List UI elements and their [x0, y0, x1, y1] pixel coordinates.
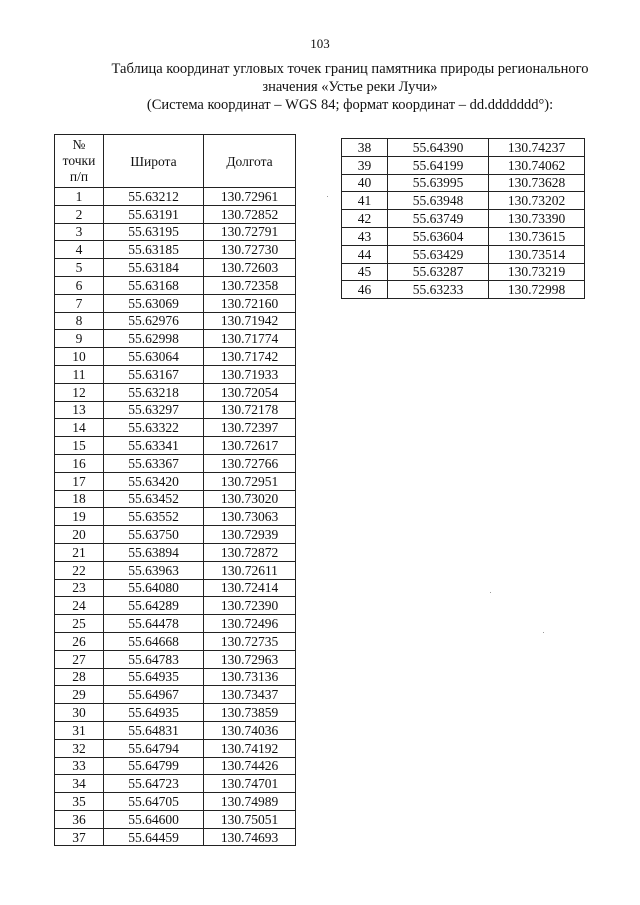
table-row	[55, 526, 296, 544]
longitude-cell: 130.72178	[204, 401, 296, 419]
longitude-cell: 130.72963	[204, 650, 296, 668]
table-row	[55, 330, 296, 348]
longitude-cell: 130.71742	[204, 348, 296, 366]
point-number-cell: 4	[55, 241, 104, 259]
table-row	[55, 828, 296, 846]
point-number-cell: 41	[342, 192, 388, 210]
table-row	[55, 490, 296, 508]
table-row	[55, 437, 296, 455]
table-row	[55, 561, 296, 579]
longitude-cell: 130.72852	[204, 205, 296, 223]
latitude-cell: 55.63750	[104, 526, 204, 544]
latitude-cell: 55.63297	[104, 401, 204, 419]
table-row	[342, 245, 585, 263]
latitude-cell: 55.63995	[388, 174, 489, 192]
table-row	[342, 281, 585, 299]
coordinates-table-left	[54, 134, 296, 846]
table-row	[55, 686, 296, 704]
longitude-cell: 130.72414	[204, 579, 296, 597]
point-number-cell: 23	[55, 579, 104, 597]
point-number-cell: 3	[55, 223, 104, 241]
header-longitude: Долгота	[204, 135, 296, 188]
latitude-cell: 55.64705	[104, 793, 204, 811]
longitude-cell: 130.72358	[204, 276, 296, 294]
point-number-cell: 5	[55, 259, 104, 277]
latitude-cell: 55.64723	[104, 775, 204, 793]
latitude-cell: 55.63218	[104, 383, 204, 401]
table-row	[55, 241, 296, 259]
scan-speck	[490, 592, 491, 593]
longitude-cell: 130.72735	[204, 632, 296, 650]
point-number-cell: 20	[55, 526, 104, 544]
table-row	[55, 365, 296, 383]
table-row	[55, 739, 296, 757]
table-row	[342, 263, 585, 281]
latitude-cell: 55.63322	[104, 419, 204, 437]
longitude-cell: 130.72496	[204, 615, 296, 633]
longitude-cell: 130.73615	[489, 227, 585, 245]
table-row	[342, 227, 585, 245]
table-body-right	[342, 139, 585, 299]
title-line-3: (Система координат – WGS 84; формат координат – dd.ddddddd°):	[146, 97, 554, 113]
point-number-cell: 18	[55, 490, 104, 508]
point-number-cell: 45	[342, 263, 388, 281]
point-number-cell: 38	[342, 139, 388, 157]
table-row	[55, 793, 296, 811]
point-number-cell: 32	[55, 739, 104, 757]
table-row	[55, 188, 296, 206]
latitude-cell: 55.63191	[104, 205, 204, 223]
latitude-cell: 55.62998	[104, 330, 204, 348]
point-number-cell: 43	[342, 227, 388, 245]
header-point-number	[55, 135, 104, 188]
table-row	[342, 192, 585, 210]
table-row	[55, 597, 296, 615]
table-body-left	[55, 188, 296, 846]
point-number-cell: 29	[55, 686, 104, 704]
longitude-cell: 130.72872	[204, 543, 296, 561]
point-number-cell: 36	[55, 810, 104, 828]
table-row	[55, 775, 296, 793]
point-number-cell: 35	[55, 793, 104, 811]
longitude-cell: 130.71933	[204, 365, 296, 383]
table-row	[55, 472, 296, 490]
point-number-cell: 19	[55, 508, 104, 526]
table-row	[55, 401, 296, 419]
point-number-cell: 39	[342, 156, 388, 174]
latitude-cell: 55.64390	[388, 139, 489, 157]
latitude-cell: 55.63420	[104, 472, 204, 490]
latitude-cell: 55.64783	[104, 650, 204, 668]
point-number-cell: 17	[55, 472, 104, 490]
longitude-cell: 130.74192	[204, 739, 296, 757]
latitude-cell: 55.63168	[104, 276, 204, 294]
longitude-cell: 130.73390	[489, 210, 585, 228]
longitude-cell: 130.73437	[204, 686, 296, 704]
table-row	[342, 156, 585, 174]
table-row	[55, 810, 296, 828]
latitude-cell: 55.62976	[104, 312, 204, 330]
point-number-cell: 11	[55, 365, 104, 383]
longitude-cell: 130.71942	[204, 312, 296, 330]
point-number-cell: 12	[55, 383, 104, 401]
longitude-cell: 130.74062	[489, 156, 585, 174]
latitude-cell: 55.63185	[104, 241, 204, 259]
longitude-cell: 130.75051	[204, 810, 296, 828]
table-row	[55, 383, 296, 401]
latitude-cell: 55.64459	[104, 828, 204, 846]
table-row	[55, 419, 296, 437]
latitude-cell: 55.63749	[388, 210, 489, 228]
latitude-cell: 55.63452	[104, 490, 204, 508]
longitude-cell: 130.72160	[204, 294, 296, 312]
latitude-cell: 55.63233	[388, 281, 489, 299]
point-number-cell: 6	[55, 276, 104, 294]
table-row	[55, 205, 296, 223]
longitude-cell: 130.74237	[489, 139, 585, 157]
table-header-row	[55, 135, 296, 188]
longitude-cell: 130.72617	[204, 437, 296, 455]
point-number-cell: 30	[55, 704, 104, 722]
table-row	[55, 615, 296, 633]
scan-speck	[327, 196, 328, 197]
table-row	[55, 721, 296, 739]
point-number-cell: 7	[55, 294, 104, 312]
table-row	[55, 543, 296, 561]
table-row	[55, 757, 296, 775]
page-number: 103	[310, 36, 330, 51]
point-number-cell: 31	[55, 721, 104, 739]
latitude-cell: 55.63367	[104, 454, 204, 472]
header-num-symbol: №	[72, 137, 86, 152]
latitude-cell: 55.64935	[104, 668, 204, 686]
table-row	[55, 259, 296, 277]
longitude-cell: 130.72054	[204, 383, 296, 401]
latitude-cell: 55.64935	[104, 704, 204, 722]
longitude-cell: 130.74036	[204, 721, 296, 739]
latitude-cell: 55.63195	[104, 223, 204, 241]
point-number-cell: 26	[55, 632, 104, 650]
point-number-cell: 13	[55, 401, 104, 419]
latitude-cell: 55.63894	[104, 543, 204, 561]
latitude-cell: 55.63069	[104, 294, 204, 312]
longitude-cell: 130.73628	[489, 174, 585, 192]
table-row	[55, 294, 296, 312]
longitude-cell: 130.73514	[489, 245, 585, 263]
latitude-cell: 55.63167	[104, 365, 204, 383]
table-row	[55, 276, 296, 294]
point-number-cell: 42	[342, 210, 388, 228]
table-row	[55, 508, 296, 526]
point-number-cell: 16	[55, 454, 104, 472]
latitude-cell: 55.63287	[388, 263, 489, 281]
table-row	[55, 668, 296, 686]
table-row	[55, 312, 296, 330]
longitude-cell: 130.74701	[204, 775, 296, 793]
longitude-cell: 130.73136	[204, 668, 296, 686]
point-number-cell: 22	[55, 561, 104, 579]
longitude-cell: 130.71774	[204, 330, 296, 348]
longitude-cell: 130.72730	[204, 241, 296, 259]
point-number-cell: 34	[55, 775, 104, 793]
table-row	[55, 348, 296, 366]
longitude-cell: 130.73020	[204, 490, 296, 508]
table-row	[342, 139, 585, 157]
latitude-cell: 55.64794	[104, 739, 204, 757]
latitude-cell: 55.63429	[388, 245, 489, 263]
longitude-cell: 130.73063	[204, 508, 296, 526]
point-number-cell: 14	[55, 419, 104, 437]
point-number-cell: 1	[55, 188, 104, 206]
point-number-cell: 24	[55, 597, 104, 615]
table-row	[55, 704, 296, 722]
longitude-cell: 130.72397	[204, 419, 296, 437]
longitude-cell: 130.73202	[489, 192, 585, 210]
point-number-cell: 40	[342, 174, 388, 192]
latitude-cell: 55.64478	[104, 615, 204, 633]
point-number-cell: 27	[55, 650, 104, 668]
point-number-cell: 37	[55, 828, 104, 846]
table-row	[55, 632, 296, 650]
title-line-1: Таблица координат угловых точек границ памятника природы регионального	[111, 61, 589, 77]
longitude-cell: 130.72766	[204, 454, 296, 472]
table-row	[55, 223, 296, 241]
longitude-cell: 130.73219	[489, 263, 585, 281]
longitude-cell: 130.72791	[204, 223, 296, 241]
longitude-cell: 130.72390	[204, 597, 296, 615]
latitude-cell: 55.64799	[104, 757, 204, 775]
table-row	[55, 454, 296, 472]
point-number-cell: 46	[342, 281, 388, 299]
longitude-cell: 130.72961	[204, 188, 296, 206]
longitude-cell: 130.74693	[204, 828, 296, 846]
longitude-cell: 130.74426	[204, 757, 296, 775]
point-number-cell: 10	[55, 348, 104, 366]
latitude-cell: 55.64289	[104, 597, 204, 615]
table-row	[342, 174, 585, 192]
latitude-cell: 55.63212	[104, 188, 204, 206]
longitude-cell: 130.72939	[204, 526, 296, 544]
header-latitude: Широта	[104, 135, 204, 188]
point-number-cell: 2	[55, 205, 104, 223]
longitude-cell: 130.74989	[204, 793, 296, 811]
table-row	[55, 650, 296, 668]
latitude-cell: 55.63604	[388, 227, 489, 245]
latitude-cell: 55.64831	[104, 721, 204, 739]
latitude-cell: 55.63184	[104, 259, 204, 277]
coordinates-table-right	[341, 138, 585, 299]
latitude-cell: 55.63948	[388, 192, 489, 210]
point-number-cell: 9	[55, 330, 104, 348]
latitude-cell: 55.64668	[104, 632, 204, 650]
point-number-cell: 21	[55, 543, 104, 561]
latitude-cell: 55.63552	[104, 508, 204, 526]
latitude-cell: 55.64600	[104, 810, 204, 828]
longitude-cell: 130.72998	[489, 281, 585, 299]
latitude-cell: 55.64967	[104, 686, 204, 704]
scan-speck	[543, 632, 544, 633]
latitude-cell: 55.63341	[104, 437, 204, 455]
header-num-word: точки	[62, 153, 96, 168]
latitude-cell: 55.64080	[104, 579, 204, 597]
point-number-cell: 33	[55, 757, 104, 775]
point-number-cell: 28	[55, 668, 104, 686]
longitude-cell: 130.73859	[204, 704, 296, 722]
point-number-cell: 8	[55, 312, 104, 330]
longitude-cell: 130.72603	[204, 259, 296, 277]
longitude-cell: 130.72951	[204, 472, 296, 490]
longitude-cell: 130.72611	[204, 561, 296, 579]
title-line-2: значения «Устье реки Лучи»	[262, 79, 438, 95]
latitude-cell: 55.63064	[104, 348, 204, 366]
point-number-cell: 25	[55, 615, 104, 633]
header-num-abbr: п/п	[69, 169, 89, 184]
table-row	[55, 579, 296, 597]
point-number-cell: 15	[55, 437, 104, 455]
point-number-cell: 44	[342, 245, 388, 263]
latitude-cell: 55.64199	[388, 156, 489, 174]
table-row	[342, 210, 585, 228]
latitude-cell: 55.63963	[104, 561, 204, 579]
